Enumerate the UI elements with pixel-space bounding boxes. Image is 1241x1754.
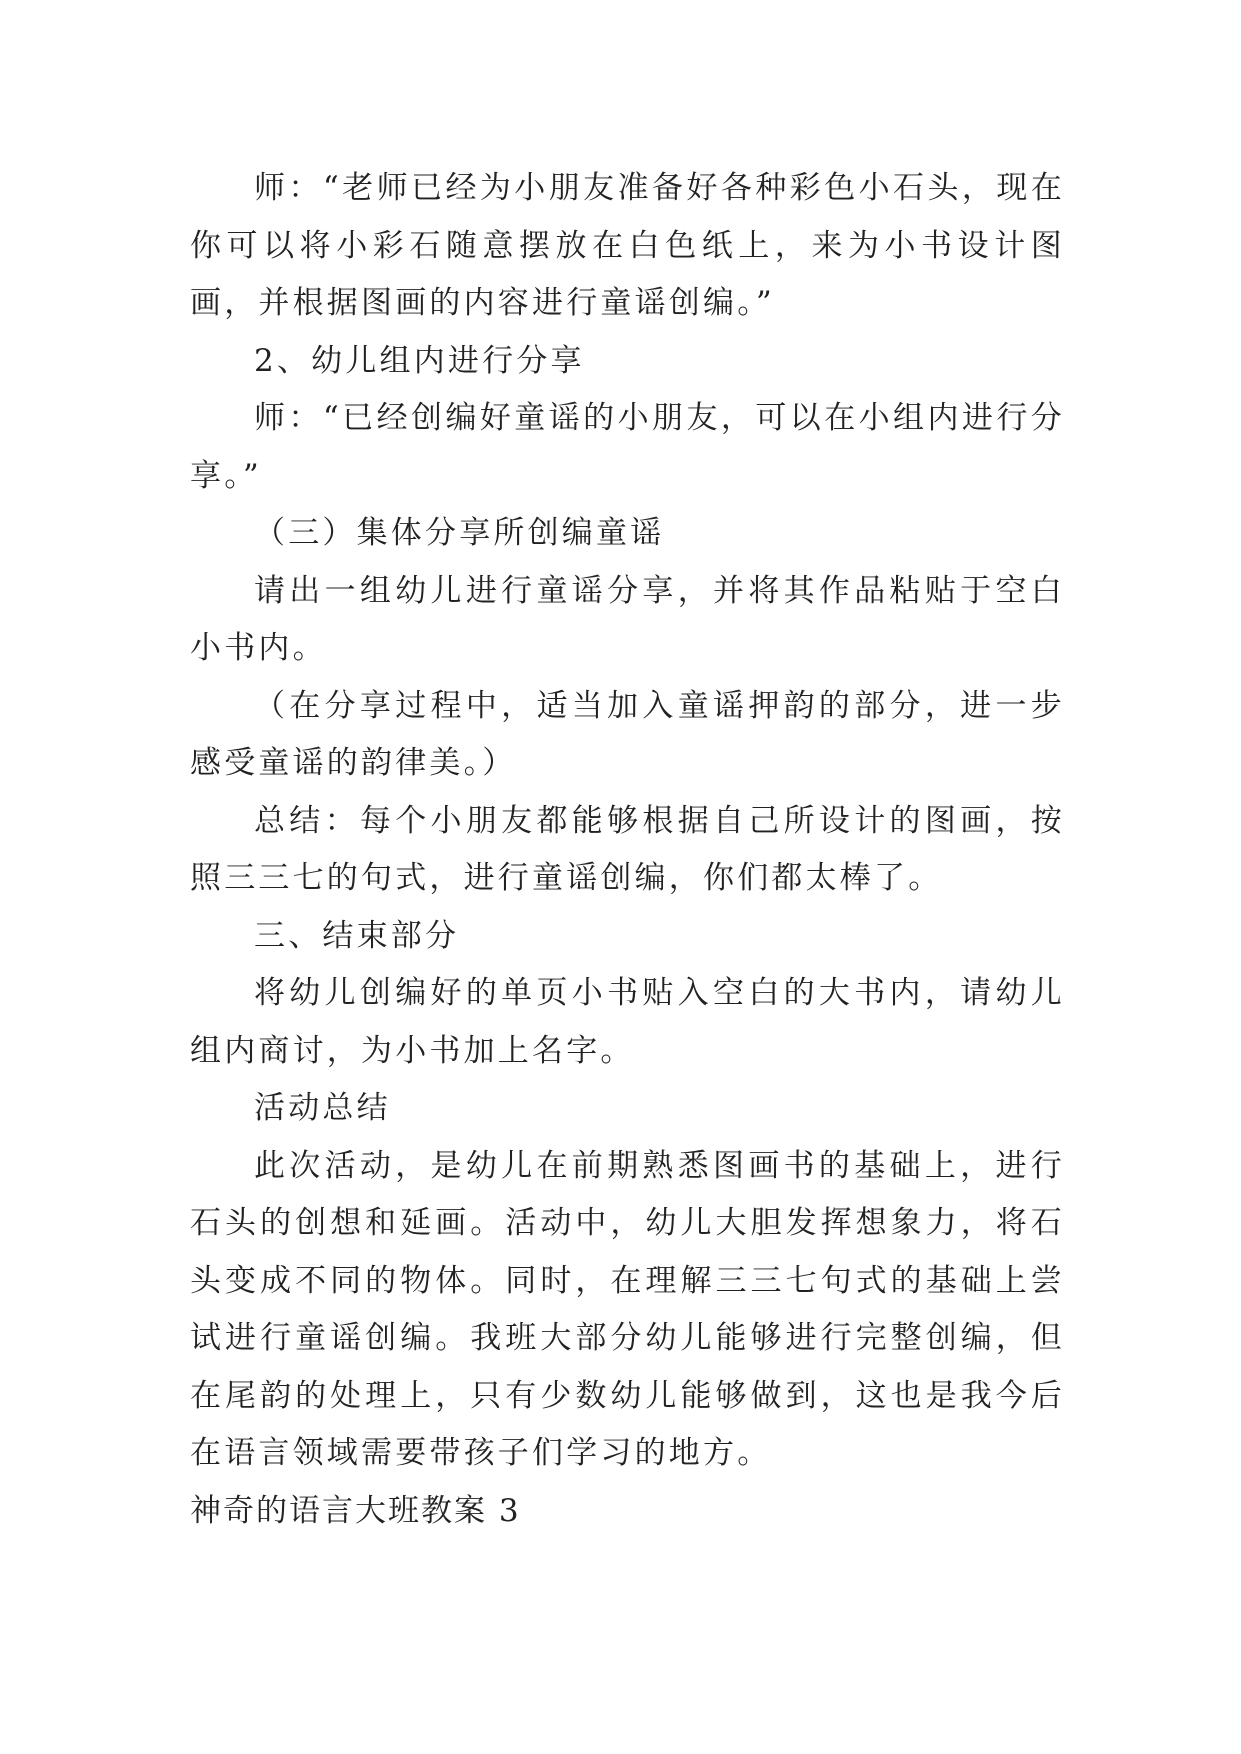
paragraph-teacher-instruction: 师：“老师已经为小朋友准备好各种彩色小石头，现在你可以将小彩石随意摆放在白色纸上，来为小书设计图画，并根据图画的内容进行童谣创编。” [190,170,1065,321]
paragraph-section-end: 三、结束部分 [254,917,460,954]
document-body [190,160,1065,1540]
paragraph-big-book: 将幼儿创编好的单页小书贴入空白的大书内，请幼儿组内商讨，为小书加上名字。 [190,975,1065,1069]
paragraph-step-2: 2、幼儿组内进行分享 [254,342,585,379]
paragraph-summary: 总结：每个小朋友都能够根据自己所设计的图画，按照三三七的句式，进行童谣创编，你们都太棒了。 [190,802,1065,896]
section-heading: 神奇的语言大班教案 3 [190,1492,521,1529]
paragraph-activity-summary-title: 活动总结 [254,1090,391,1126]
paragraph-subsection-3: （三）集体分享所创编童谣 [254,515,665,551]
paragraph-activity-summary: 此次活动，是幼儿在前期熟悉图画书的基础上，进行石头的创想和延画。活动中，幼儿大胆发挥想象力，将石头变成不同的物体。同时，在理解三三七句式的基础上尝试进行童谣创编。我班大部分幼儿能够进行完整创编，但在尾韵的处理上，只有少数幼儿能够做到，这也是我今后在语言领域需要带孩子们学习的地方。 [190,1147,1065,1471]
paragraph-teacher-share: 师：“已经创编好童谣的小朋友，可以在小组内进行分享。” [190,400,1065,494]
paragraph-group-share: 请出一组幼儿进行童谣分享，并将其作品粘贴于空白小书内。 [190,572,1065,666]
paragraph-rhyme-note: （在分享过程中，适当加入童谣押韵的部分，进一步感受童谣的韵律美。） [190,687,1065,781]
